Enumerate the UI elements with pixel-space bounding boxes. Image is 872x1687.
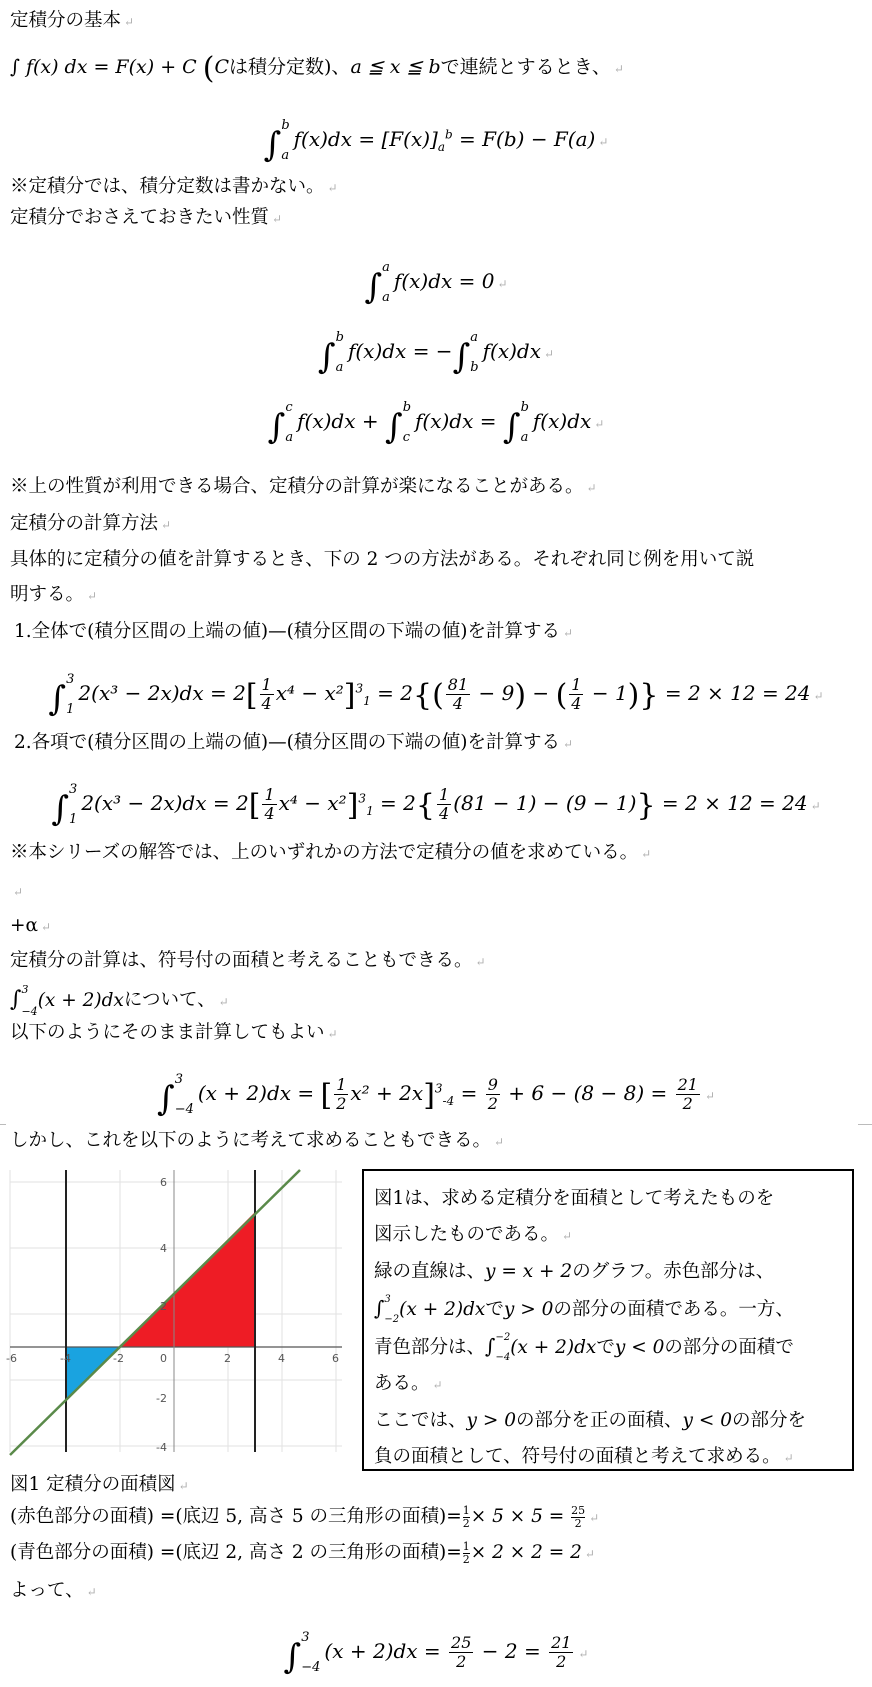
method-intro-2: 明する。 ↵: [10, 584, 98, 605]
heading-basic: 定積分の基本 ↵: [10, 10, 135, 31]
note-series: ※本シリーズの解答では、上のいずれかの方法で定積分の値を求めている。 ↵: [10, 842, 652, 863]
y-tick: 4: [160, 1242, 167, 1255]
integral-about: ∫3 −4(x + 2)dxについて、 ↵: [10, 983, 229, 1018]
x-tick: -4: [60, 1352, 71, 1365]
x-tick: 2: [224, 1352, 231, 1365]
figure-caption: 図1 定積分の面積図 ↵: [10, 1474, 189, 1495]
x-tick: 6: [332, 1352, 339, 1365]
method-2-formula: ∫3 12(x³ − 2x)dx = 2[ $\frac{1}{4}$ x⁴ − x²]$^3_1$ = 2{ $\frac{1}{4}$ (81 − 1) − (9 − 1)} = 2 × 12 = 24 ↵: [51, 782, 821, 829]
final-formula: ∫3 −4(x + 2)dx = $\frac{25}{2}$ − 2 = $\frac{21}{2}$ ↵: [283, 1630, 589, 1677]
y-tick: -2: [156, 1392, 167, 1405]
however-text: しかし、これを以下のように考えて求めることもできる。 ↵: [10, 1130, 505, 1151]
property-reverse: ∫b af(x)dx = −∫a bf(x)dx ↵: [317, 330, 555, 377]
area-figure: [6, 1170, 342, 1454]
page-break-left: [0, 1124, 6, 1125]
note-properties: ※上の性質が利用できる場合、定積分の計算が楽になることがある。 ↵: [10, 476, 597, 497]
box-line-3: 緑の直線は、y = x + 2のグラフ。赤色部分は、: [374, 1261, 775, 1282]
box-line-4: ∫3 −2(x + 2)dxでy > 0の部分の面積である。一方、: [374, 1294, 794, 1325]
empty-paragraph: ↵: [13, 885, 24, 899]
y-tick: -4: [156, 1441, 167, 1454]
y-tick: 6: [160, 1176, 167, 1189]
explanation-box: [362, 1169, 854, 1471]
property-zero: ∫a af(x)dx = 0 ↵: [364, 260, 508, 307]
box-line-8: 負の面積として、符号付の面積と考えて求める。 ↵: [374, 1446, 794, 1467]
x-tick: -2: [113, 1352, 124, 1365]
plus-alpha: +α ↵: [10, 915, 52, 936]
y-tick: 2: [160, 1300, 167, 1313]
direct-text: 以下のようにそのまま計算してもよい ↵: [10, 1022, 338, 1043]
heading-properties: 定積分でおさえておきたい性質 ↵: [10, 207, 283, 228]
box-line-7: ここでは、y > 0の部分を正の面積、y < 0の部分を: [374, 1410, 807, 1431]
property-additive: ∫c af(x)dx + ∫b cf(x)dx = ∫b af(x)dx ↵: [267, 400, 605, 447]
definition-line: ∫ f(x) dx = F(x) + C (Cは積分定数)、a ≦ x ≦ bで連続とするとき、 ↵: [10, 51, 624, 86]
box-line-5: 青色部分は、∫−2 −4(x + 2)dxでy < 0の部分の面積で: [374, 1332, 794, 1363]
box-line-2: 図示したものである。 ↵: [374, 1224, 573, 1245]
signed-area-text: 定積分の計算は、符号付の面積と考えることもできる。 ↵: [10, 950, 486, 971]
box-line-1: 図1は、求める定積分を面積として考えたものを: [374, 1188, 775, 1209]
method-1: 1.全体で(積分区間の上端の値)—(積分区間の下端の値)を計算する ↵: [14, 621, 574, 642]
heading-method: 定積分の計算方法 ↵: [10, 513, 172, 534]
direct-formula: ∫3 −4(x + 2)dx = [ $\frac{1}{2}$ x² + 2x]$^3_{-4}$ = $\frac{9}{2}$ + 6 − (8 − 8) = $\frac{21}{2}$ ↵: [156, 1072, 716, 1119]
therefore-text: よって、 ↵: [10, 1580, 97, 1601]
method-intro-1: 具体的に定積分の値を計算するとき、下の 2 つの方法がある。それぞれ同じ例を用いて説: [10, 549, 755, 570]
x-tick: 4: [278, 1352, 285, 1365]
x-tick: -6: [6, 1352, 17, 1365]
note-constant: ※定積分では、積分定数は書かない。 ↵: [10, 176, 338, 197]
x-tick: 0: [160, 1352, 167, 1365]
ftc-formula: ∫b $af(x)dx = [F(x)]_a^b = F(b) - F(a)$ ↵: [263, 118, 609, 165]
blue-area-line: (青色部分の面積) =(底辺 2, 高さ 2 の三角形の面積)= $\frac{1}{2}$ × 2 × 2 = 2 ↵: [10, 1539, 595, 1566]
method-2: 2.各項で(積分区間の上端の値)—(積分区間の下端の値)を計算する ↵: [14, 732, 574, 753]
red-area-line: (赤色部分の面積) =(底辺 5, 高さ 5 の三角形の面積)= $\frac{1}{2}$ × 5 × 5 = $\frac{25}{2}$ ↵: [10, 1503, 600, 1530]
page-break-right: [858, 1124, 872, 1125]
box-line-6: ある。 ↵: [374, 1373, 443, 1394]
graph-y-equals-x-plus-2: [10, 1170, 300, 1455]
method-1-formula: ∫3 12(x³ − 2x)dx = 2[ $\frac{1}{4}$ x⁴ − x²]$^3_1$ = 2{( $\frac{81}{4}$ − 9) − ( $\frac{1}{4}$ − 1)} = 2 × 12 = 24 ↵: [48, 672, 824, 719]
